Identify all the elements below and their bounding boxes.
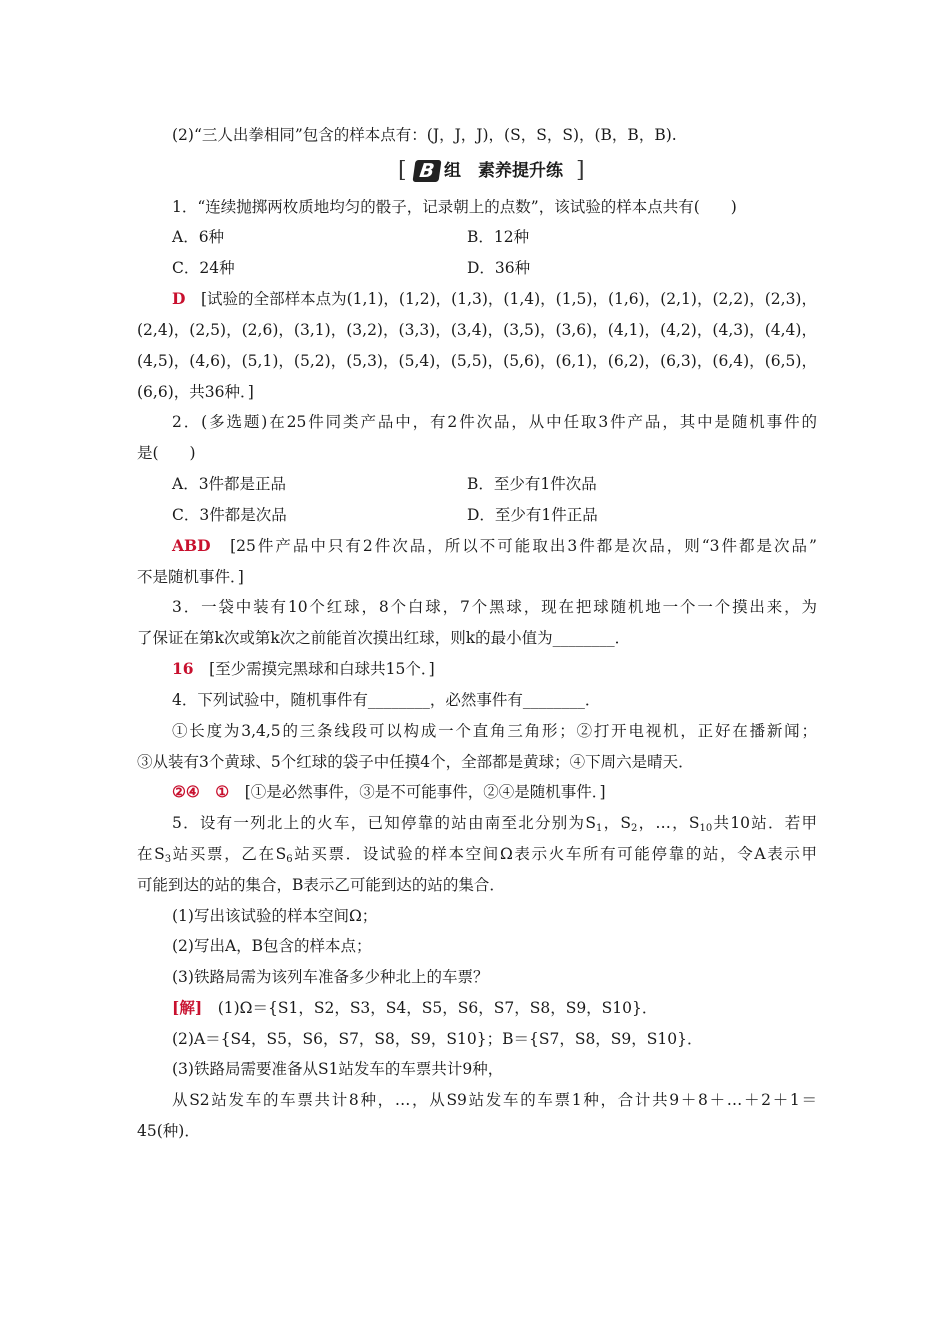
question-5-sub2: (2)写出A，B包含的样本点； <box>172 937 372 955</box>
q2-option-c: C．3件都是次品 <box>172 506 287 524</box>
answer-3: 16 [至少需摸完黑球和白球共15个．] <box>172 659 435 678</box>
question-4-line2: ①长度为3,4,5的三条线段可以构成一个直角三角形；②打开电视机，正好在播新闻； <box>172 722 817 740</box>
answer-4: ②④ ① [①是必然事件，③是不可能事件，②④是随机事件．] <box>172 782 606 801</box>
answer-5-line4: 从S2站发车的车票共计8种，…，从S9站发车的车票1种，合计共9＋8＋…＋2＋1＝ <box>172 1091 817 1109</box>
answer-1-line4: (6,6)，共36种．] <box>137 383 254 401</box>
right-bracket-icon: ] <box>576 158 585 183</box>
answer-5-line2: (2)A＝{S4，S5，S6，S7，S8，S9，S10}；B＝{S7，S8，S9，S10}． <box>172 1030 703 1048</box>
answer-1-line1: D [试验的全部样本点为(1,1)，(1,2)，(1,3)，(1,4)，(1,5)，(1,6)，(2,1)，(2,2)，(2,3)， <box>172 289 817 308</box>
q1-option-a: A．6种 <box>172 228 225 246</box>
question-5-line2: 在$S_3$站买票，乙在$S_6$站买票．设试验的样本空间Ω表示火车所有可能停靠的站，令A表示甲 <box>137 845 818 865</box>
answer-3-key: 16 <box>172 659 194 678</box>
section-header <box>398 158 588 186</box>
question-4-line3: ③从装有3个黄球、5个红球的袋子中任摸4个，全部都是黄球；④下周六是晴天． <box>137 753 694 771</box>
q1-option-b: B．12种 <box>467 228 530 246</box>
question-4-line1: 4．下列试验中，随机事件有________，必然事件有________． <box>172 691 601 709</box>
q1-option-c: C．24种 <box>172 259 235 277</box>
question-5-line3: 可能到达的站的集合，B表示乙可能到达的站的集合． <box>137 876 505 894</box>
answer-5-line5: 45(种)． <box>137 1122 200 1140</box>
question-2-line2: 是( ) <box>137 444 196 462</box>
answer-5-line3: (3)铁路局需要准备从S1站发车的车票共计9种， <box>172 1060 504 1078</box>
question-5-line1: 5．设有一列北上的火车，已知停靠的站由南至北分别为$S_1$，$S_2$，…，$S_{10}$共10站．若甲 <box>172 814 817 834</box>
answer-1-key: D <box>172 289 186 308</box>
question-3-line1: 3．一袋中装有10个红球，8个白球，7个黑球，现在把球随机地一个一个摸出来，为 <box>172 598 817 616</box>
question-1: 1．“连续抛掷两枚质地均匀的骰子，记录朝上的点数”，该试验的样本点共有( ) <box>172 198 737 216</box>
q1-option-d: D．36种 <box>467 259 531 277</box>
question-5-sub3: (3)铁路局需为该列车准备多少种北上的车票？ <box>172 968 489 986</box>
answer-5-line1: [解] (1)Ω＝{S1，S2，S3，S4，S5，S6，S7，S8，S9，S10}． <box>172 998 658 1017</box>
answer-2-line2: 不是随机事件．] <box>137 568 244 586</box>
answer-4-key: ②④ ① <box>172 782 230 801</box>
prev-answer-line: (2)“三人出拳相同”包含的样本点有：(J，J，J)，(S，S，S)，(B，B，B). <box>172 126 677 144</box>
section-title: 组 素养提升练 <box>444 161 563 181</box>
q2-option-b: B．至少有1件次品 <box>467 475 597 493</box>
answer-5-key: [解] <box>172 998 203 1017</box>
question-3-line2: 了保证在第k次或第k次之前能首次摸出红球，则k的最小值为________． <box>137 629 631 647</box>
answer-1-line3: (4,5)，(4,6)，(5,1)，(5,2)，(5,3)，(5,4)，(5,5)，(5,6)，(6,1)，(6,2)，(6,3)，(6,4)，(6,5)， <box>137 352 817 370</box>
q2-option-d: D．至少有1件正品 <box>467 506 598 524</box>
question-2-line1: 2．(多选题)在25件同类产品中，有2件次品，从中任取3件产品，其中是随机事件的 <box>172 413 817 431</box>
left-bracket-icon: [ <box>398 158 407 183</box>
answer-1-line2: (2,4)，(2,5)，(2,6)，(3,1)，(3,2)，(3,3)，(3,4)，(3,5)，(3,6)，(4,1)，(4,2)，(4,3)，(4,4)， <box>137 321 817 339</box>
q2-option-a: A．3件都是正品 <box>172 475 287 493</box>
question-5-sub1: (1)写出该试验的样本空间Ω； <box>172 907 378 925</box>
answer-2-key: ABD <box>172 536 211 555</box>
section-b-badge: B <box>412 160 441 182</box>
answer-2-line1: ABD [25件产品中只有2件次品，所以不可能取出3件都是次品，则“3件都是次品” <box>172 536 817 555</box>
